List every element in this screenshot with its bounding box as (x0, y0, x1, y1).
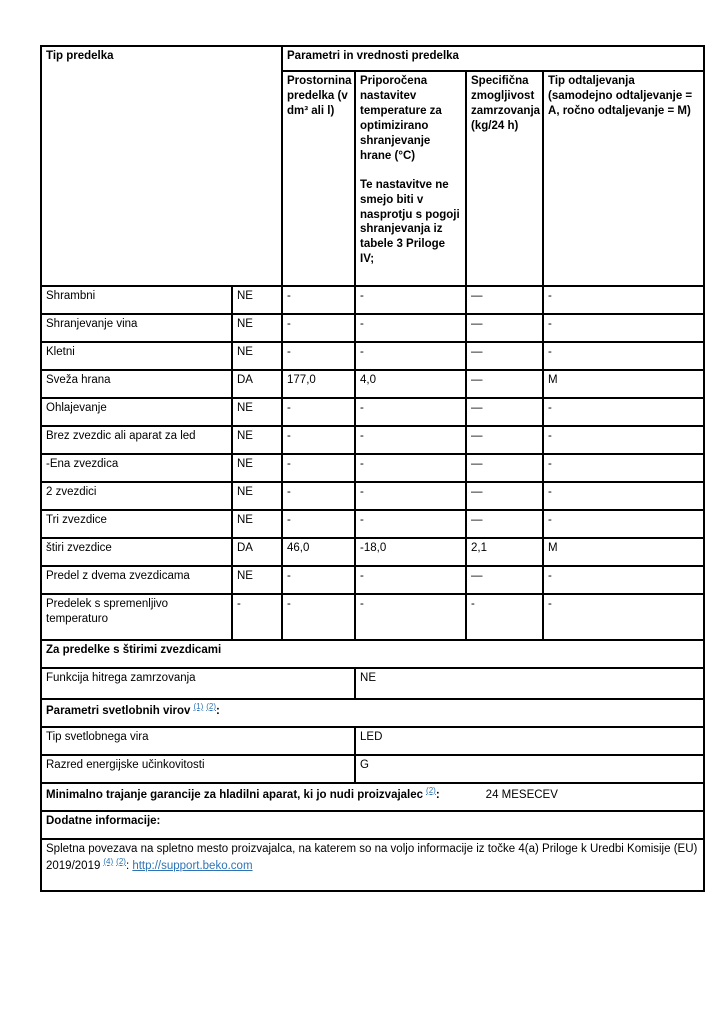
row-label: štiri zvezdice (41, 538, 232, 566)
section-header-row (41, 640, 704, 668)
row-defrost: - (543, 594, 704, 640)
funkcija-value: NE (355, 668, 704, 699)
row-capacity: — (466, 398, 543, 426)
row-temp: - (355, 426, 466, 454)
table-row (41, 510, 704, 538)
row-present: NE (232, 454, 282, 482)
row-present: - (232, 594, 282, 640)
section-header-row (41, 699, 704, 727)
row-defrost: - (543, 314, 704, 342)
row-present: NE (232, 510, 282, 538)
subheader-prostornina: Prostornina predelka (v dm³ ali l) (282, 71, 355, 286)
row-temp: - (355, 566, 466, 594)
row-label: Shrambni (41, 286, 232, 314)
row-temp: - (355, 510, 466, 538)
table-row (41, 482, 704, 510)
row-temp: 4,0 (355, 370, 466, 398)
table-row (41, 566, 704, 594)
table-row (41, 426, 704, 454)
parametri-svetlobnih-label: Parametri svetlobnih virov (46, 704, 191, 717)
razred-label: Razred energijske učinkovitosti (41, 755, 355, 783)
row-present: DA (232, 538, 282, 566)
row-capacity: — (466, 286, 543, 314)
row-volume: - (282, 286, 355, 314)
table-row (41, 755, 704, 783)
table-row (41, 538, 704, 566)
row-label: -Ena zvezdica (41, 454, 232, 482)
row-capacity: — (466, 510, 543, 538)
table-row (41, 668, 704, 699)
footnote-ref-4-link[interactable]: (4) (103, 856, 114, 866)
row-volume: - (282, 426, 355, 454)
row-defrost: - (543, 482, 704, 510)
row-present: NE (232, 566, 282, 594)
row-volume: - (282, 566, 355, 594)
manufacturer-website-link[interactable]: http://support.beko.com (132, 859, 253, 872)
website-row (41, 839, 704, 891)
row-label: Tri zvezdice (41, 510, 232, 538)
subheader-temperatura-p2: Te nastavitve ne smejo biti v nasprotju s pogoji shranjevanja iz tabele 3 Priloge IV; (360, 178, 460, 266)
row-volume: - (282, 454, 355, 482)
website-cell (41, 839, 704, 891)
row-defrost: - (543, 426, 704, 454)
row-capacity: — (466, 342, 543, 370)
footnote-ref-1-link[interactable]: (1) (193, 702, 204, 711)
section-title-za-predelke: Za predelke s štirimi zvezdicami (41, 640, 704, 668)
row-defrost: M (543, 370, 704, 398)
header-parametri: Parametri in vrednosti predelka (282, 46, 704, 71)
row-volume: - (282, 314, 355, 342)
product-data-sheet-table (40, 45, 705, 892)
row-capacity: — (466, 314, 543, 342)
footnote-ref-2-link[interactable]: (2) (426, 786, 436, 795)
row-label: Sveža hrana (41, 370, 232, 398)
row-temp: -18,0 (355, 538, 466, 566)
row-temp: - (355, 286, 466, 314)
row-volume: 177,0 (282, 370, 355, 398)
subheader-specificna: Specifična zmogljivost zamrzovanja (kg/24 h) (466, 71, 543, 286)
row-volume: 46,0 (282, 538, 355, 566)
row-label: Ohlajevanje (41, 398, 232, 426)
row-temp: - (355, 314, 466, 342)
row-capacity: — (466, 370, 543, 398)
row-defrost: - (543, 286, 704, 314)
row-defrost: M (543, 538, 704, 566)
row-present: NE (232, 314, 282, 342)
subheader-temperatura-p1: Priporočena nastavitev temperature za optimizirano shranjevanje hrane (°C) (360, 75, 442, 162)
row-volume: - (282, 342, 355, 370)
row-defrost: - (543, 566, 704, 594)
table-row (41, 454, 704, 482)
table-row (41, 286, 704, 314)
section-header-row (41, 811, 704, 839)
section-title-dodatne-informacije: Dodatne informacije: (41, 811, 704, 839)
row-label: Kletni (41, 342, 232, 370)
row-defrost: - (543, 510, 704, 538)
header-row (41, 46, 704, 71)
table-row (41, 398, 704, 426)
row-temp: - (355, 398, 466, 426)
footnote-ref-2-link[interactable]: (2) (116, 856, 126, 866)
row-defrost: - (543, 342, 704, 370)
guarantee-label: Minimalno trajanje garancije za hladilni aparat, ki jo nudi proizvajalec (46, 788, 424, 801)
row-label: Shranjevanje vina (41, 314, 232, 342)
table-row (41, 370, 704, 398)
subheader-odtaljevanje: Tip odtaljevanja (samodejno odtaljevanje = A, ročno odtaljevanje = M) (543, 71, 704, 286)
row-volume: - (282, 482, 355, 510)
row-capacity: — (466, 566, 543, 594)
guarantee-cell (41, 783, 704, 811)
row-defrost: - (543, 398, 704, 426)
razred-value: G (355, 755, 704, 783)
tip-svetlobnega-value: LED (355, 727, 704, 755)
row-temp: - (355, 594, 466, 640)
row-capacity: - (466, 594, 543, 640)
subheader-temperatura (355, 71, 466, 286)
row-present: NE (232, 286, 282, 314)
row-capacity: — (466, 482, 543, 510)
row-label: Predelek s spremenljivo temperaturo (41, 594, 232, 640)
table-row (41, 727, 704, 755)
row-volume: - (282, 398, 355, 426)
section-title-parametri-svetlobnih (41, 699, 704, 727)
footnote-ref-2-link[interactable]: (2) (206, 702, 217, 711)
tip-svetlobnega-label: Tip svetlobnega vira (41, 727, 355, 755)
table-row (41, 594, 704, 640)
header-tip-predelka: Tip predelka (41, 46, 282, 286)
row-label: 2 zvezdici (41, 482, 232, 510)
row-label: Brez zvezdic ali aparat za led (41, 426, 232, 454)
row-capacity: — (466, 454, 543, 482)
row-label: Predel z dvema zvezdicama (41, 566, 232, 594)
row-volume: - (282, 510, 355, 538)
row-capacity: 2,1 (466, 538, 543, 566)
row-capacity: — (466, 426, 543, 454)
row-temp: - (355, 454, 466, 482)
row-defrost: - (543, 454, 704, 482)
row-temp: - (355, 342, 466, 370)
row-present: NE (232, 342, 282, 370)
colon-text: : (435, 788, 440, 801)
row-present: NE (232, 482, 282, 510)
colon-text: : (125, 859, 130, 872)
row-present: NE (232, 426, 282, 454)
row-present: DA (232, 370, 282, 398)
row-volume: - (282, 594, 355, 640)
guarantee-value: 24 MESECEV (485, 788, 558, 801)
table-row (41, 342, 704, 370)
row-temp: - (355, 482, 466, 510)
guarantee-row (41, 783, 704, 811)
funkcija-label: Funkcija hitrega zamrzovanja (41, 668, 355, 699)
website-text: Spletna povezava na spletno mesto proizvajalca, na katerem so na voljo informacije iz točke 4(a) Priloge k Uredbi Komisije (EU) 2019/2019 (46, 843, 698, 872)
colon-text: : (216, 704, 220, 717)
row-present: NE (232, 398, 282, 426)
table-row (41, 314, 704, 342)
